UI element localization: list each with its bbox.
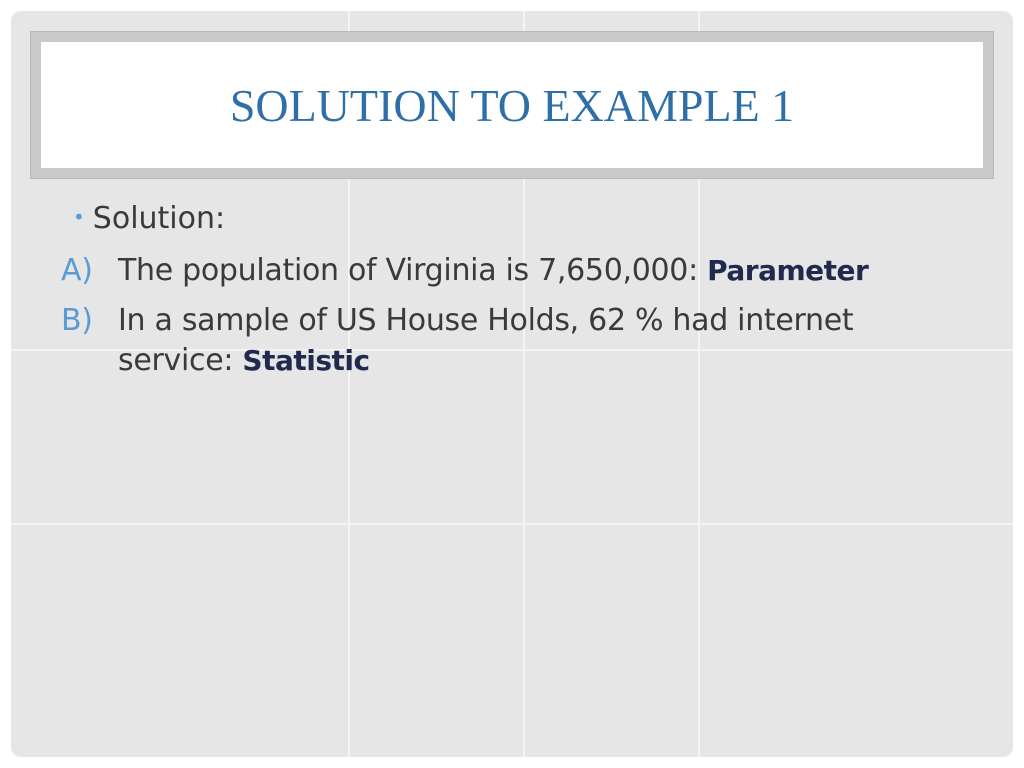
- list-marker: B): [61, 303, 93, 338]
- list-item-text: In a sample of US House Holds, 62 % had internet: [118, 303, 854, 338]
- title-frame: [30, 31, 994, 179]
- background-grid-line: [11, 523, 1013, 525]
- slide-title: SOLUTION TO EXAMPLE 1: [229, 79, 795, 131]
- bullet-item: [73, 201, 225, 236]
- list-item-text: service:: [118, 343, 243, 378]
- bullet-text: Solution:: [92, 201, 226, 236]
- list-item-b-continuation: [118, 343, 370, 378]
- list-item-text: The population of Virginia is 7,650,000:: [118, 253, 708, 288]
- list-marker: A): [61, 253, 93, 288]
- list-item-answer: Parameter: [707, 254, 869, 287]
- title-box: [41, 42, 983, 168]
- bullet-dot-icon: •: [73, 205, 85, 229]
- list-item-b: [61, 303, 853, 338]
- slide: [11, 11, 1013, 757]
- list-item-a: [61, 253, 868, 288]
- list-item-answer: Statistic: [242, 344, 370, 377]
